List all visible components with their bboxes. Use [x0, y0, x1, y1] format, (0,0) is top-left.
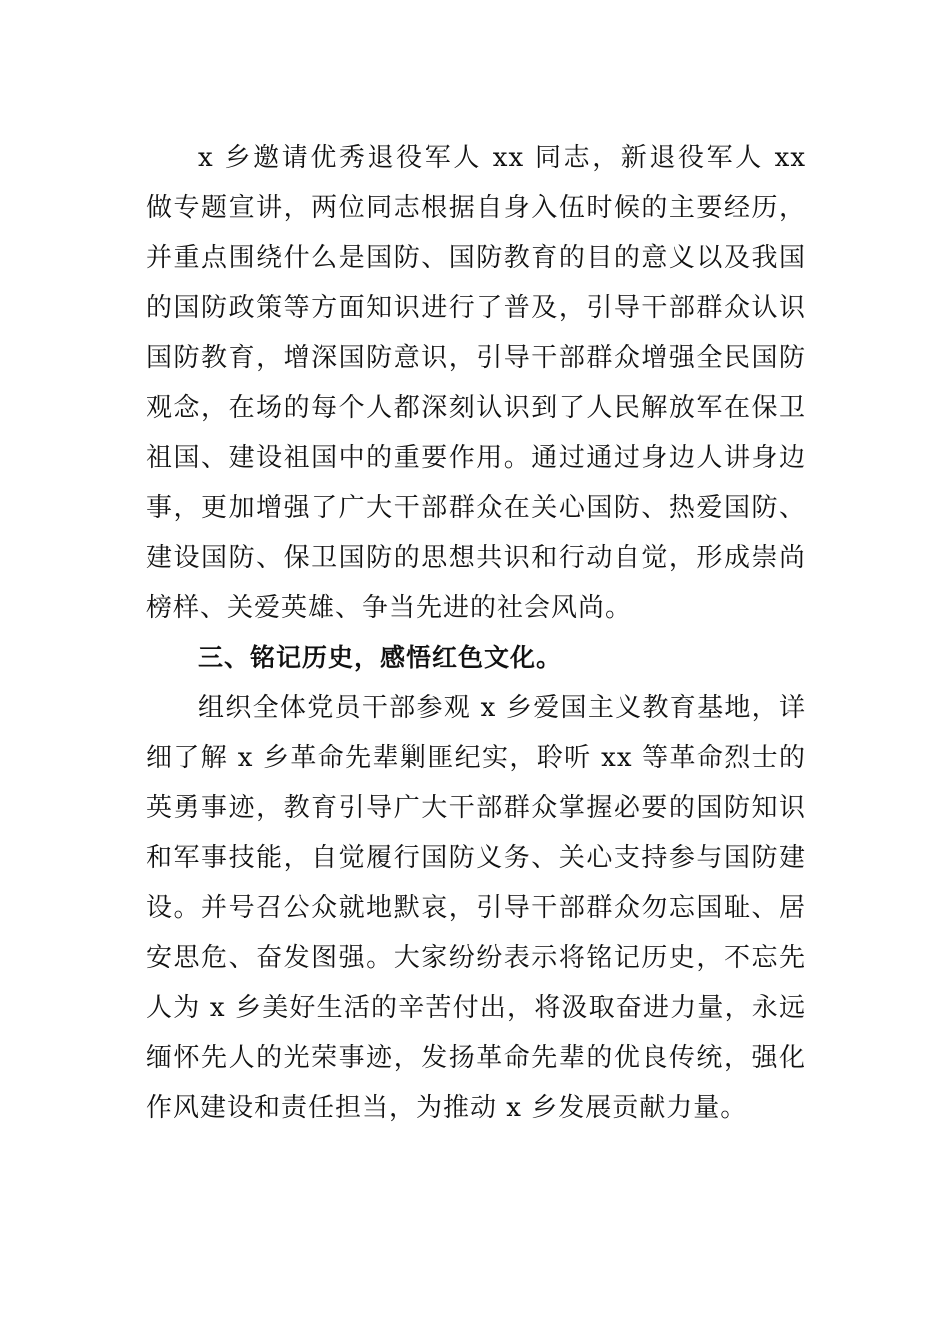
paragraph-patriotic-base-visit: 组织全体党员干部参观 x 乡爱国主义教育基地，详细了解 x 乡革命先辈剿匪纪实，聆听 xx 等革命烈士的英勇事迹，教育引导广大干部群众掌握必要的国防知识和军事技能，自觉履行国防义务、关心支持参与国防建设。并号召公众就地默哀，引导干部群众勿忘国耻、居安思危、奋发图强。大家纷纷表示将铭记历史，不忘先人为 x 乡美好生活的辛苦付出，将汲取奋进力量，永远缅怀先人的光荣事迹，发扬革命先辈的优良传统，强化作风建设和责任担当，为推动 x 乡发展贡献力量。: [146, 693, 806, 1123]
section-heading-three: 三、铭记历史，感悟红色文化。: [198, 643, 563, 672]
document-body: [146, 133, 806, 1133]
paragraph-veterans-lecture: x 乡邀请优秀退役军人 xx 同志，新退役军人 xx 做专题宣讲，两位同志根据自身入伍时候的主要经历，并重点围绕什么是国防、国防教育的目的意义以及我国的国防政策等方面知识进行了普及，引导干部群众认识国防教育，增深国防意识，引导干部群众增强全民国防观念，在场的每个人都深刻认识到了人民解放军在保卫祖国、建设祖国中的重要作用。通过通过身边人讲身边事，更加增强了广大干部群众在关心国防、热爱国防、建设国防、保卫国防的思想共识和行动自觉，形成崇尚榜样、关爱英雄、争当先进的社会风尚。: [146, 143, 806, 623]
